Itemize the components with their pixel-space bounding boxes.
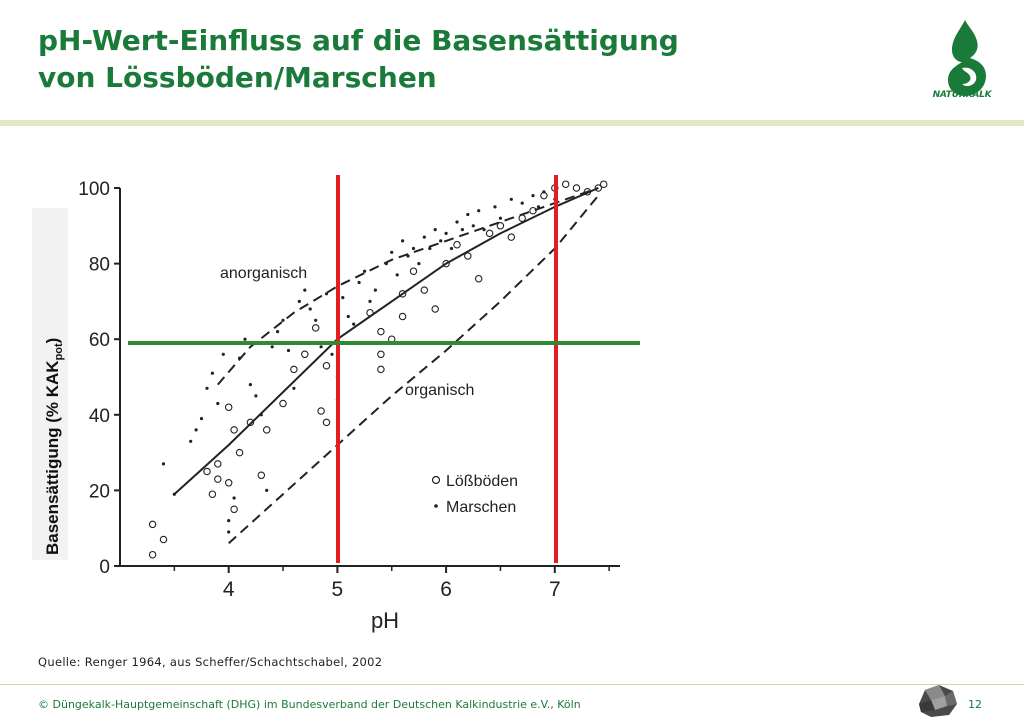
- marschen-point: [445, 232, 448, 235]
- loess-point: [378, 351, 384, 357]
- marschen-point: [434, 228, 437, 231]
- x-tick-label: 4: [222, 578, 235, 601]
- marschen-point: [227, 530, 230, 533]
- marschen-point: [406, 254, 409, 257]
- marschen-point: [227, 519, 230, 522]
- marschen-point: [521, 202, 524, 205]
- loess-point: [410, 268, 416, 274]
- curve-anorganisch: [218, 188, 599, 385]
- marschen-point: [195, 428, 198, 431]
- logo-wordmark: NATURKALK: [932, 90, 992, 100]
- marschen-point: [254, 394, 257, 397]
- legend-marschen-label: Marschen: [446, 499, 517, 516]
- y-tick-label: 20: [88, 481, 110, 503]
- loess-point: [291, 366, 297, 372]
- loess-point: [476, 276, 482, 282]
- loess-point: [465, 253, 471, 259]
- marschen-point: [358, 281, 361, 284]
- marschen-point: [249, 383, 252, 386]
- x-tick-label: 7: [548, 578, 561, 601]
- loess-point: [508, 234, 514, 240]
- chart-legend: [433, 473, 519, 516]
- x-tick-label: 5: [331, 578, 344, 601]
- marschen-point: [374, 289, 377, 292]
- loess-point: [209, 491, 215, 497]
- marschen-point: [412, 247, 415, 250]
- marschen-point: [222, 353, 225, 356]
- marschen-point: [542, 190, 545, 193]
- y-axis-label: [43, 338, 65, 555]
- marschen-point: [439, 239, 442, 242]
- loess-point: [231, 427, 237, 433]
- marschen-point: [325, 292, 328, 295]
- marschen-point: [423, 236, 426, 239]
- slide-title-line-2: von Lössböden/Marschen: [38, 61, 437, 94]
- footer-copyright: © Düngekalk-Hauptgemeinschaft (DHG) im Bundesverband der Deutschen Kalkindustrie e.V., Köln: [38, 698, 581, 711]
- loess-point: [378, 366, 384, 372]
- loess-point: [497, 223, 503, 229]
- source-citation: Quelle: Renger 1964, aus Scheffer/Schachtschabel, 2002: [38, 655, 383, 669]
- chart-axes: [78, 179, 620, 601]
- y-tick-label: 0: [99, 557, 110, 578]
- marschen-point: [428, 247, 431, 250]
- marschen-point: [461, 228, 464, 231]
- marschen-point: [450, 247, 453, 250]
- chart-curves: [174, 188, 598, 543]
- loess-point: [231, 506, 237, 512]
- marschen-point: [233, 496, 236, 499]
- marschen-point: [303, 289, 306, 292]
- loess-point: [378, 328, 384, 334]
- loess-point: [226, 480, 232, 486]
- marschen-point: [363, 270, 366, 273]
- loess-point: [258, 472, 264, 478]
- marschen-point: [320, 345, 323, 348]
- loess-point: [160, 536, 166, 542]
- marschen-point: [162, 462, 165, 465]
- marschen-point: [200, 417, 203, 420]
- marschen-point: [455, 220, 458, 223]
- marschen-point: [385, 262, 388, 265]
- marschen-point: [216, 402, 219, 405]
- y-axis-label-sub: pot: [53, 343, 65, 361]
- y-tick-label: 100: [78, 179, 110, 200]
- marschen-point: [417, 262, 420, 265]
- loess-point: [399, 313, 405, 319]
- y-tick-label: 40: [88, 405, 110, 427]
- marschen-point: [260, 413, 263, 416]
- marschen-point: [401, 239, 404, 242]
- marschen-point: [477, 209, 480, 212]
- marschen-point: [281, 319, 284, 322]
- marschen-point: [238, 357, 241, 360]
- loess-point: [323, 363, 329, 369]
- marschen-point: [271, 345, 274, 348]
- loess-point: [563, 181, 569, 187]
- marschen-point: [287, 349, 290, 352]
- legend-loess-marker: [433, 477, 440, 484]
- loess-point: [226, 404, 232, 410]
- loess-point: [454, 242, 460, 248]
- loess-point: [204, 468, 210, 474]
- y-tick-label: 80: [88, 254, 110, 276]
- loess-point: [313, 325, 319, 331]
- legend-loess-label: Lößböden: [446, 473, 519, 490]
- y-tick-label: 60: [88, 330, 110, 352]
- legend-marschen-marker: [434, 504, 438, 508]
- loess-point: [149, 521, 155, 527]
- marschen-point: [493, 205, 496, 208]
- x-axis-label: pH: [370, 608, 400, 633]
- y-axis-label-main: Basensättigung (% KAK: [43, 360, 62, 555]
- y-axis-label-close: ): [43, 337, 62, 344]
- marschen-point: [205, 387, 208, 390]
- loess-point: [318, 408, 324, 414]
- marschen-point: [276, 330, 279, 333]
- marschen-point: [211, 372, 214, 375]
- marschen-point: [352, 323, 355, 326]
- page-number: 12: [968, 698, 982, 711]
- limestone-image-icon: [915, 682, 959, 720]
- x-tick-label: 6: [440, 578, 452, 601]
- loess-point: [601, 181, 607, 187]
- marschen-point: [243, 338, 246, 341]
- marschen-point: [309, 307, 312, 310]
- loess-point: [302, 351, 308, 357]
- loess-point: [323, 419, 329, 425]
- loess-point: [367, 310, 373, 316]
- loess-point: [432, 306, 438, 312]
- footer-divider: [0, 684, 1024, 685]
- marschen-point: [396, 273, 399, 276]
- marschen-point: [390, 251, 393, 254]
- marschen-point: [510, 198, 513, 201]
- annotation-organisch: organisch: [405, 382, 475, 399]
- marschen-point: [173, 493, 176, 496]
- marschen-point: [483, 228, 486, 231]
- marschen-point: [531, 194, 534, 197]
- chart-points: [149, 181, 607, 558]
- marschen-point: [466, 213, 469, 216]
- loess-point: [149, 552, 155, 558]
- marschen-point: [347, 315, 350, 318]
- marschen-point: [314, 319, 317, 322]
- marschen-point: [537, 205, 540, 208]
- marschen-point: [189, 440, 192, 443]
- loess-point: [215, 461, 221, 467]
- marschen-point: [292, 387, 295, 390]
- annotation-anorganisch: anorganisch: [220, 265, 308, 282]
- marschen-point: [330, 353, 333, 356]
- loess-point: [519, 215, 525, 221]
- loess-point: [264, 427, 270, 433]
- marschen-point: [265, 489, 268, 492]
- marschen-point: [368, 300, 371, 303]
- loess-point: [421, 287, 427, 293]
- loess-point: [280, 400, 286, 406]
- marschen-point: [341, 296, 344, 299]
- loess-point: [236, 449, 242, 455]
- marschen-point: [499, 217, 502, 220]
- loess-point: [215, 476, 221, 482]
- marschen-point: [298, 300, 301, 303]
- slide-title-line-1: pH-Wert-Einfluss auf die Basensättigung: [38, 24, 679, 57]
- loess-point: [573, 185, 579, 191]
- marschen-point: [472, 224, 475, 227]
- loess-point: [486, 230, 492, 236]
